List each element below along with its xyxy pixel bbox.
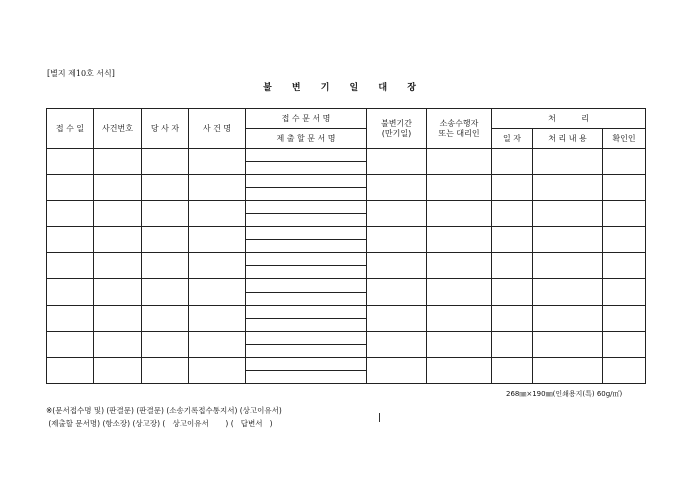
table-cell: [533, 305, 603, 331]
table-cell: [603, 149, 646, 175]
table-cell: [367, 227, 427, 253]
form-label: [별지 제10호 서식]: [47, 69, 115, 78]
table-cell: [94, 357, 142, 383]
table-cell: [47, 253, 94, 279]
table-cell: [492, 357, 533, 383]
cell-submit-doc: [246, 214, 367, 227]
header-period-line1: 불변기간: [381, 119, 412, 129]
table-cell: [142, 175, 189, 201]
table-cell: [492, 149, 533, 175]
table-cell: [142, 253, 189, 279]
table-cell: [492, 227, 533, 253]
table-cell: [142, 305, 189, 331]
cell-received-doc: [246, 175, 367, 188]
table-cell: [533, 357, 603, 383]
table-cell: [603, 227, 646, 253]
table-cell: [189, 305, 246, 331]
table-cell: [367, 175, 427, 201]
header-confirm: 확인인: [603, 129, 646, 149]
table-cell: [427, 201, 492, 227]
header-party: 당 사 자: [142, 109, 189, 149]
table-cell: [492, 253, 533, 279]
header-content: 처 리 내 용: [533, 129, 603, 149]
table-row: [47, 305, 646, 318]
note-line-2: (제출할 문서명) (항소장) (상고장) ( 상고이유서 ) ( 답변서 ): [46, 419, 273, 428]
table-cell: [533, 253, 603, 279]
table-cell: [189, 227, 246, 253]
table-cell: [94, 253, 142, 279]
table-cell: [189, 149, 246, 175]
table-cell: [492, 279, 533, 305]
table-cell: [47, 357, 94, 383]
cell-submit-doc: [246, 318, 367, 331]
table-cell: [189, 201, 246, 227]
table-row: [47, 253, 646, 266]
table-cell: [94, 279, 142, 305]
note: [46, 404, 282, 430]
table-cell: [427, 175, 492, 201]
table-row: [47, 201, 646, 214]
note-line-1: ※(문서접수명 및) (판결문) (판결문) (소송기록접수통지서) (상고이유서): [46, 406, 282, 415]
table-cell: [367, 253, 427, 279]
cell-submit-doc: [246, 292, 367, 305]
register-body: [47, 149, 646, 384]
table-row: [47, 227, 646, 240]
cell-submit-doc: [246, 370, 367, 383]
header-case-name: 사 건 명: [189, 109, 246, 149]
table-cell: [533, 175, 603, 201]
table-cell: [47, 149, 94, 175]
register-table: [46, 108, 646, 384]
table-cell: [189, 279, 246, 305]
table-cell: [142, 331, 189, 357]
table-cell: [94, 201, 142, 227]
table-cell: [142, 357, 189, 383]
table-cell: [427, 331, 492, 357]
table-cell: [142, 227, 189, 253]
cell-received-doc: [246, 279, 367, 292]
separator-mark: [379, 413, 380, 422]
table-cell: [427, 279, 492, 305]
header-agent: [427, 109, 492, 149]
table-row: [47, 331, 646, 344]
table-cell: [603, 305, 646, 331]
page-title: 불 변 기 일 대 장: [263, 83, 417, 93]
table-cell: [367, 357, 427, 383]
table-cell: [492, 175, 533, 201]
table-row: [47, 149, 646, 162]
table-cell: [94, 175, 142, 201]
table-cell: [427, 227, 492, 253]
header-case-number: 사건번호: [94, 109, 142, 149]
table-cell: [94, 227, 142, 253]
table-cell: [47, 201, 94, 227]
cell-received-doc: [246, 227, 367, 240]
table-cell: [603, 357, 646, 383]
header-period-line2: (만기일): [381, 128, 412, 138]
table-cell: [533, 227, 603, 253]
table-row: [47, 357, 646, 370]
table-cell: [367, 331, 427, 357]
cell-received-doc: [246, 305, 367, 318]
table-row: [47, 279, 646, 292]
table-cell: [94, 331, 142, 357]
header-date: 일 자: [492, 129, 533, 149]
table-cell: [533, 201, 603, 227]
cell-received-doc: [246, 149, 367, 162]
cell-submit-doc: [246, 344, 367, 357]
table-cell: [367, 149, 427, 175]
table-cell: [603, 253, 646, 279]
table-cell: [142, 201, 189, 227]
table-cell: [367, 279, 427, 305]
table-cell: [603, 201, 646, 227]
table-cell: [533, 149, 603, 175]
cell-submit-doc: [246, 188, 367, 201]
table-cell: [94, 149, 142, 175]
table-cell: [603, 279, 646, 305]
cell-received-doc: [246, 331, 367, 344]
table-cell: [427, 357, 492, 383]
table-cell: [492, 331, 533, 357]
table-cell: [189, 253, 246, 279]
table-cell: [142, 149, 189, 175]
cell-received-doc: [246, 357, 367, 370]
table-cell: [189, 357, 246, 383]
table-cell: [189, 175, 246, 201]
table-cell: [47, 279, 94, 305]
header-agent-line1: 소송수행자: [439, 119, 479, 129]
table-cell: [367, 201, 427, 227]
cell-received-doc: [246, 201, 367, 214]
table-cell: [492, 201, 533, 227]
table-cell: [427, 253, 492, 279]
cell-received-doc: [246, 253, 367, 266]
header-period: [367, 109, 427, 149]
table-cell: [94, 305, 142, 331]
table-cell: [427, 149, 492, 175]
header-agent-line2: 또는 대리인: [438, 128, 480, 138]
cell-submit-doc: [246, 240, 367, 253]
cell-submit-doc: [246, 162, 367, 175]
header-processing: 처 리: [492, 109, 646, 129]
table-cell: [189, 331, 246, 357]
header-received-doc-name: 접 수 문 서 명: [246, 109, 367, 129]
table-cell: [47, 331, 94, 357]
cell-submit-doc: [246, 266, 367, 279]
table-cell: [47, 227, 94, 253]
table-cell: [533, 279, 603, 305]
table-cell: [142, 279, 189, 305]
table-cell: [47, 175, 94, 201]
table-cell: [603, 175, 646, 201]
table-row: [47, 175, 646, 188]
table-cell: [47, 305, 94, 331]
table-cell: [367, 305, 427, 331]
table-cell: [603, 331, 646, 357]
table-cell: [427, 305, 492, 331]
header-receipt-date: 접 수 일: [47, 109, 94, 149]
table-cell: [533, 331, 603, 357]
header-submit-doc-name: 제 출 할 문 서 명: [246, 129, 367, 149]
table-cell: [492, 305, 533, 331]
paper-spec: 268㎜×190㎜(인쇄용지(특) 60g/㎡): [506, 390, 623, 398]
